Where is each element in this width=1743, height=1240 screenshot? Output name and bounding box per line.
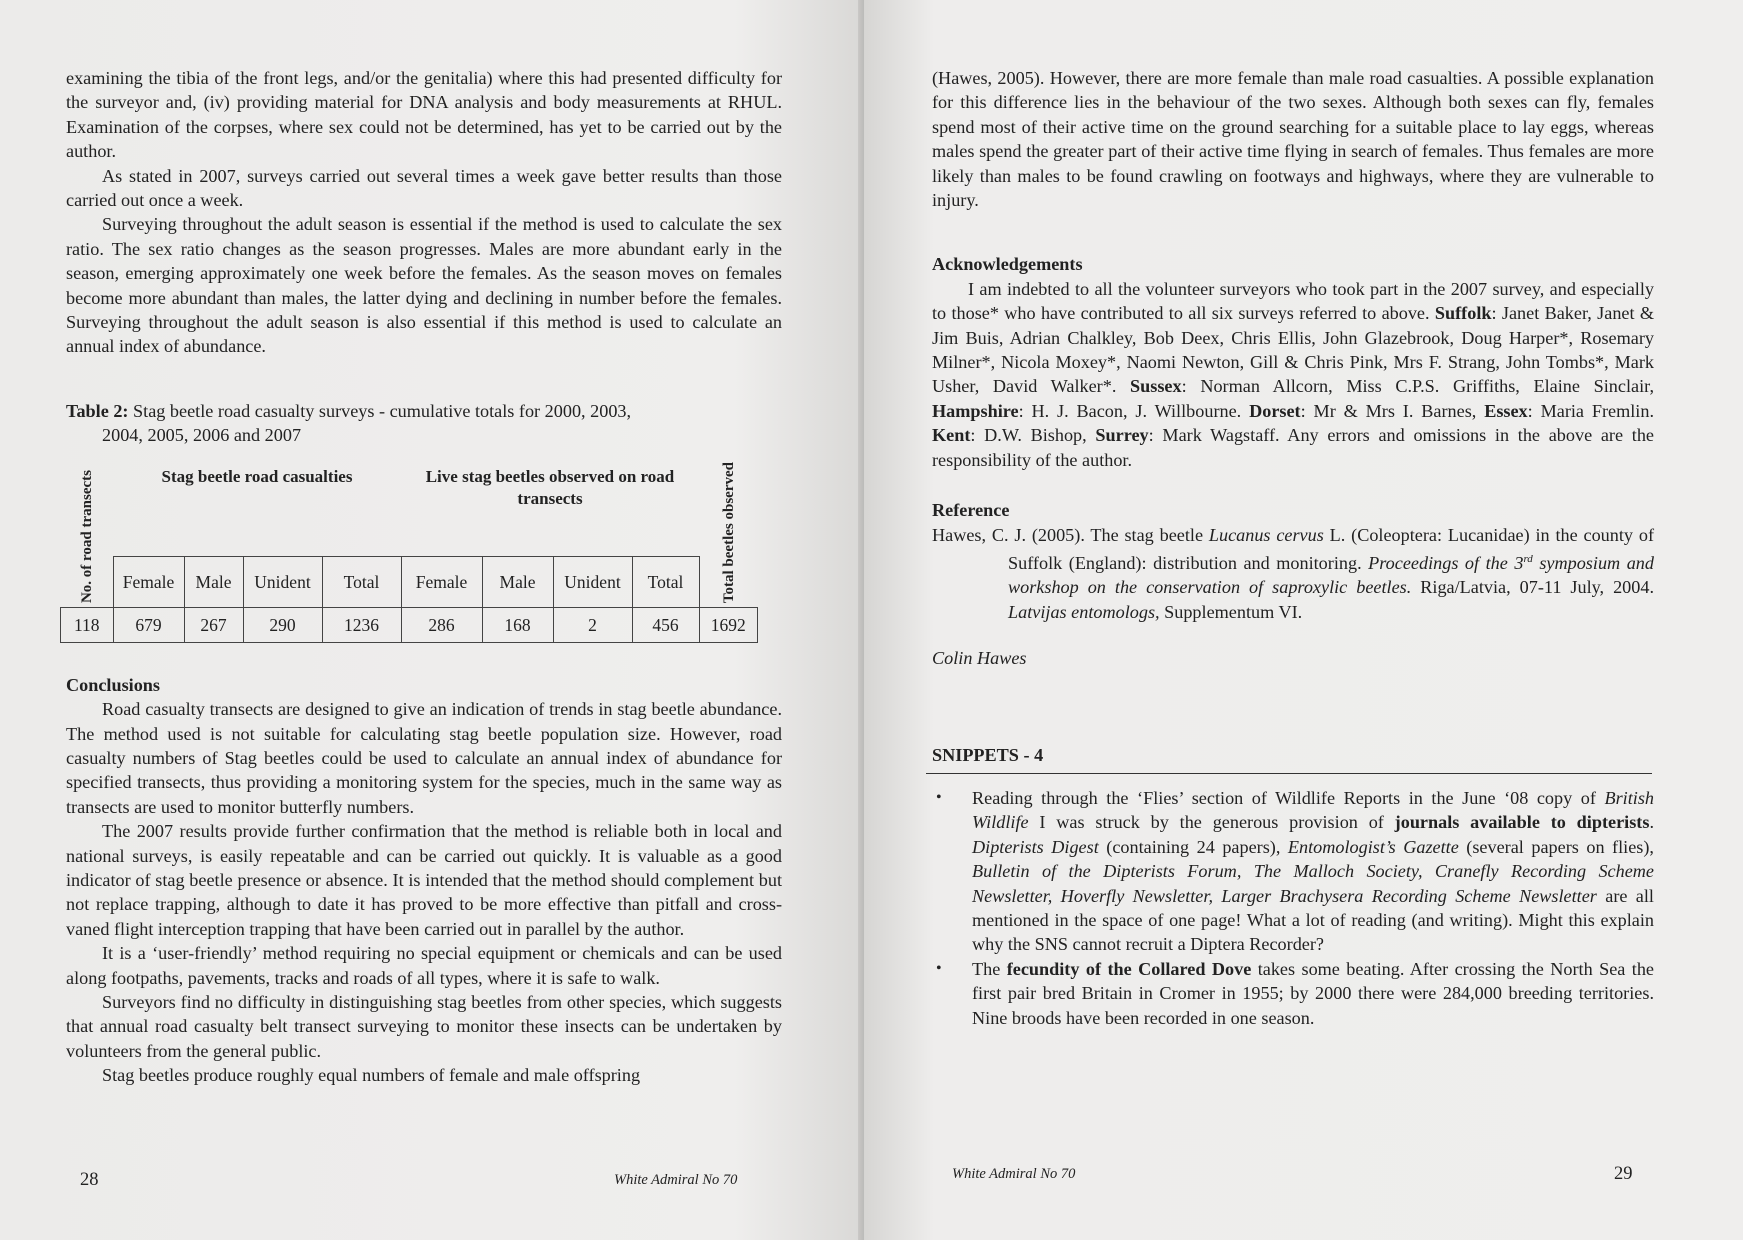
page-number: 28 [80,1170,99,1190]
left-page [0,0,864,1240]
bullet-icon: • [936,959,942,977]
running-title: White Admiral No 70 [614,1172,738,1188]
table-cell: 290 [243,607,322,642]
paragraph: Road casualty transects are designed to give an indication of trends in stag beetle abundance. The method used is not suitable for calculating stag beetle population size. However, road casualty numbers of Stag beetles could be used to calculate an annual index of abundance for specified transects, thus providing a monitoring system for the species, much in the same way as transects are used to monitor butterfly numbers. [66,699,782,817]
table-caption-text: Stag beetle road casualty surveys - cumulative totals for 2000, 2003, [128,400,632,421]
sub-header: Female [401,557,482,607]
table-caption [66,399,782,448]
paragraph: Surveying throughout the adult season is essential if the method is used to calculate the sex ratio. The sex ratio changes as the season progresses. Males are more abundant early in the season, emerging approximately one week before the females. As the season moves on females become more abundant than males, the latter dying and declining in number before the females. Surveying throughout the adult season is also essential if this method is used to calculate an annual index of abundance. [66,214,782,357]
right-page [864,0,1743,1240]
table-caption-text-2: 2004, 2005, 2006 and 2007 [102,425,302,446]
sub-header: Female [113,557,184,607]
group-header-casualties: Stag beetle road casualties [161,466,353,486]
table-cell: 679 [113,607,184,642]
table-cell: 1236 [322,607,401,642]
group-header-live: Live stag beetles observed on road transects [425,466,675,508]
acknowledgements-text: I am indebted to all the volunteer surveyors who took part in the 2007 survey, and especially to those* who have contributed to all six surveys referred to above. Suffolk: Janet Baker, Janet & Jim Buis, Adrian Chalkley, Bob Deex, Chris Ellis, John Glazebrook, Doug Harper*, Rosemary Milner*, Nicola Moxey*, Naomi Newton, Gill & Chris Pink, Mrs F. Strang, John Tombs*, Mark Usher, David Walker*. Sussex: Norman Allcorn, Miss C.P.S. Griffiths, Elaine Sinclair, Hampshire: H. J. Bacon, J. Willbourne. Dorset: Mr & Mrs I. Barnes, Essex: Maria Fremlin. Kent: D.W. Bishop, Surrey: Mark Wagstaff. Any errors and omissions in the above are the responsibility of the author. [932,278,1655,470]
acknowledgements-heading: Acknowledgements [932,254,1083,275]
paragraph: As stated in 2007, surveys carried out several times a week gave better results than those carried out once a week. [66,165,782,211]
table-cell: 267 [184,607,243,642]
paragraph: It is a ‘user-friendly’ method requiring no special equipment or chemicals and can be used along footpaths, pavements, tracks and roads of all types, where it is safe to walk. [66,943,782,988]
snippets-heading: SNIPPETS - 4 [932,744,1044,765]
table-caption-label: Table 2: [66,400,129,421]
paragraph: examining the tibia of the front legs, and/or the genitalia) where this had presented difficulty for the surveyor and, (iv) providing material for DNA analysis and body measurements at RHUL. Examination of the corpses, where sex could not be determined, has yet to be carried out by the author. [66,68,782,162]
sub-header: Total [322,557,401,607]
sub-header: Unident [553,557,632,607]
sub-header: Male [482,557,553,607]
right-text-column [932,66,1654,1030]
list-item: • The fecundity of the Collared Dove takes some beating. After crossing the North Sea the first pair bred Britain in Cromer in 1955; by 2000 there were 284,000 breeding territories. Nine broods have been recorded in one season. [936,958,1654,1028]
bullet-icon: • [936,789,942,806]
list-item: • Reading through the ‘Flies’ section of Wildlife Reports in the June ‘08 copy of British Wildlife I was struck by the generous provision of journals available to dipterists. Dipterists Digest (containing 24 papers), Entomologist’s Gazette (several papers on flies), Bulletin of the Dipterists Forum, The Malloch Society, Cranefly Recording Scheme Newsletter, Hoverfly Newsletter, Larger Brachysera Recording Scheme Newsletter are all mentioned in the space of one page! What a lot of reading (and writing). Might this explain why the SNS cannot recruit a Diptera Recorder? [936,788,1654,955]
page-number: 29 [1614,1164,1633,1184]
paragraph: Stag beetles produce roughly equal numbers of female and male offspring [102,1065,641,1086]
sub-header: Male [184,557,243,607]
table-cell: 286 [401,607,482,642]
reference-entry: Hawes, C. J. (2005). The stag beetle Lucanus cervus L. (Coleoptera: Lucanidae) in the county of Suffolk (England): distribution and monitoring. Proceedings of the 3rd symposium and workshop on the conservation of saproxylic beetles. Riga/Latvia, 07-11 July, 2004. Latvijas entomologs, Supplementum VI. [932,524,1654,622]
casualty-table [60,462,758,643]
reference-heading: Reference [932,500,1010,521]
col-header-total-beetles: Total beetles observed [720,461,737,603]
conclusions-heading: Conclusions [66,674,161,695]
sub-header: Unident [243,557,322,607]
left-text-column [66,66,782,1088]
author-name: Colin Hawes [932,648,1027,669]
table-cell: 168 [482,607,553,642]
table-cell: 456 [632,607,699,642]
table-cell: 1692 [699,607,758,642]
sub-header: Total [632,557,699,607]
paragraph: The 2007 results provide further confirmation that the method is reliable both in local and national surveys, is easily repeatable and can be carried out quickly. It is valuable as a good indicator of stag beetle presence or absence. It is intended that the method should complement but not replace trapping, although to date it has proved to be more effective than pitfall and cross-vaned flight interception trapping that have been carried out in parallel by the author. [66,821,782,939]
section-rule [926,773,1652,774]
paragraph: Surveyors find no difficulty in distinguishing stag beetles from other species, which suggests that annual road casualty belt transect surveying to monitor these insects can be undertaken by volunteers from the general public. [66,992,782,1061]
snippets-list [932,786,1654,1030]
running-title: White Admiral No 70 [952,1166,1076,1182]
table-cell: 118 [61,607,114,642]
paragraph: (Hawes, 2005). However, there are more female than male road casualties. A possible explanation for this difference lies in the behaviour of the two sexes. Although both sexes can fly, females spend most of their active time on the ground searching for a suitable place to lay eggs, whereas males spend the greater part of their active time flying in search of females. Thus females are more likely than males to be found crawling on footways and highways, where they are vulnerable to injury. [932,68,1654,211]
table-cell: 2 [553,607,632,642]
col-header-transects: No. of road transects [78,469,95,603]
